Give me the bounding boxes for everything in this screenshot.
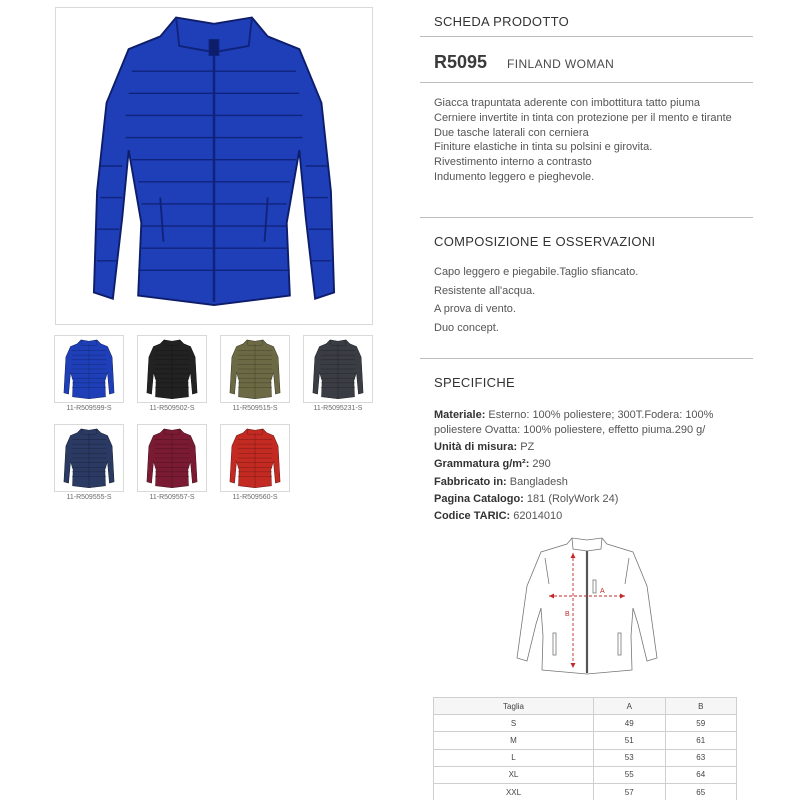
value-cell: 59 — [665, 715, 737, 732]
color-thumbnail[interactable] — [220, 424, 290, 501]
product-sku: R5095 — [434, 52, 488, 72]
description-line: Due tasche laterali con cerniera — [434, 126, 589, 139]
composition-note: A prova di vento. — [434, 303, 516, 316]
spec-row — [434, 440, 754, 455]
spec-row — [434, 408, 754, 438]
spec-row — [434, 457, 754, 472]
color-thumbnail[interactable] — [303, 335, 373, 412]
value-cell: 64 — [665, 766, 737, 783]
thumbnail-image[interactable] — [54, 424, 124, 492]
table-row — [434, 732, 737, 749]
spec-value: 62014010 — [513, 509, 563, 522]
jacket-thumbnail-icon — [138, 336, 206, 402]
measure-b-label: B — [565, 611, 570, 618]
spec-row — [434, 492, 754, 507]
composition-note: Duo concept. — [434, 322, 499, 335]
spec-value: PZ — [520, 441, 535, 454]
table-row — [434, 783, 737, 800]
table-row — [434, 715, 737, 732]
spec-label: Grammatura g/m²: — [434, 458, 530, 471]
section-divider — [420, 217, 753, 218]
size-cell: S — [434, 715, 594, 732]
thumbnail-image[interactable] — [220, 424, 290, 492]
specs-title: SPECIFICHE — [434, 375, 516, 390]
value-cell: 55 — [594, 766, 666, 783]
description-line: Giacca trapuntata aderente con imbottitura tatto piuma — [434, 97, 700, 109]
spec-row — [434, 475, 754, 490]
value-cell: 49 — [594, 715, 666, 732]
jacket-illustration — [56, 8, 372, 324]
section-divider — [420, 82, 753, 83]
size-cell: XXL — [434, 783, 594, 800]
thumbnail-code: 11-R509560-S — [232, 494, 278, 501]
jacket-thumbnail-icon — [221, 425, 289, 491]
spec-value: 290 — [532, 458, 551, 471]
spec-label: Fabbricato in: — [434, 475, 507, 488]
product-sheet-title: SCHEDA PRODOTTO — [434, 14, 570, 29]
size-cell: M — [434, 732, 594, 749]
spec-value: Bangladesh — [509, 475, 568, 488]
main-product-image[interactable] — [55, 7, 373, 325]
color-thumbnail[interactable] — [137, 424, 207, 501]
table-row — [434, 749, 737, 766]
spec-label: Materiale: — [434, 409, 486, 421]
specs-list — [434, 408, 754, 526]
thumbnail-image[interactable] — [303, 335, 373, 403]
description-line: Cerniere invertite in tinta con protezione per il mento e tirante — [434, 111, 732, 124]
product-model-name: FINLAND WOMAN — [507, 57, 615, 71]
jacket-thumbnail-icon — [55, 336, 123, 402]
color-thumbnail[interactable] — [220, 335, 290, 412]
color-thumbnail[interactable] — [54, 335, 124, 412]
spec-value: 181 (RolyWork 24) — [526, 492, 619, 505]
spec-value: Esterno: 100% poliestere; 300T.Fodera: 100% poliestere Ovatta: 100% poliestere, effetto piuma.290 g/ — [434, 409, 714, 436]
jacket-thumbnail-icon — [138, 425, 206, 491]
thumbnail-code: 11-R509555-S — [66, 494, 112, 501]
spec-label: Pagina Catalogo: — [434, 492, 524, 505]
table-header-row — [434, 698, 737, 715]
color-thumbnail[interactable] — [54, 424, 124, 501]
thumbnail-code: 11-R509599-S — [66, 405, 112, 412]
size-cell: L — [434, 749, 594, 766]
thumbnail-code: 11-R509515-S — [232, 405, 278, 412]
jacket-thumbnail-icon — [55, 425, 123, 491]
thumbnail-code: 11-R509557-S — [149, 494, 195, 501]
table-row — [434, 766, 737, 783]
value-cell: 61 — [665, 732, 737, 749]
thumbnail-image[interactable] — [137, 424, 207, 492]
color-thumbnail[interactable] — [137, 335, 207, 412]
description-line: Indumento leggero e pieghevole. — [434, 170, 595, 183]
value-cell: 63 — [665, 749, 737, 766]
value-cell: 65 — [665, 783, 737, 800]
size-cell: XL — [434, 766, 594, 783]
product-description — [434, 96, 754, 185]
spec-row — [434, 509, 754, 524]
size-table — [433, 697, 737, 800]
description-line: Rivestimento interno a contrasto — [434, 156, 592, 169]
measure-a-label: A — [600, 588, 605, 595]
header-cell: Taglia — [434, 698, 594, 715]
composition-note: Capo leggero e piegabile.Taglio sfiancato. — [434, 266, 639, 278]
size-diagram — [505, 536, 670, 676]
section-divider — [420, 358, 753, 359]
composition-note: Resistente all'acqua. — [434, 284, 536, 297]
jacket-thumbnail-icon — [304, 336, 372, 402]
thumbnail-code: 11-R509502-S — [149, 405, 195, 412]
description-line: Finiture elastiche in tinta su polsini e girovita. — [434, 141, 653, 154]
value-cell: 53 — [594, 749, 666, 766]
thumbnail-image[interactable] — [220, 335, 290, 403]
composition-title: COMPOSIZIONE E OSSERVAZIONI — [434, 234, 656, 249]
section-divider — [420, 36, 753, 37]
spec-label: Unità di misura: — [434, 441, 518, 454]
header-cell: B — [665, 698, 737, 715]
thumbnail-image[interactable] — [137, 335, 207, 403]
header-cell: A — [594, 698, 666, 715]
thumbnail-code: 11-R5095231-S — [313, 405, 363, 412]
thumbnail-image[interactable] — [54, 335, 124, 403]
spec-label: Codice TARIC: — [434, 509, 511, 522]
value-cell: 57 — [594, 783, 666, 800]
jacket-thumbnail-icon — [221, 336, 289, 402]
composition-notes — [434, 266, 754, 341]
value-cell: 51 — [594, 732, 666, 749]
